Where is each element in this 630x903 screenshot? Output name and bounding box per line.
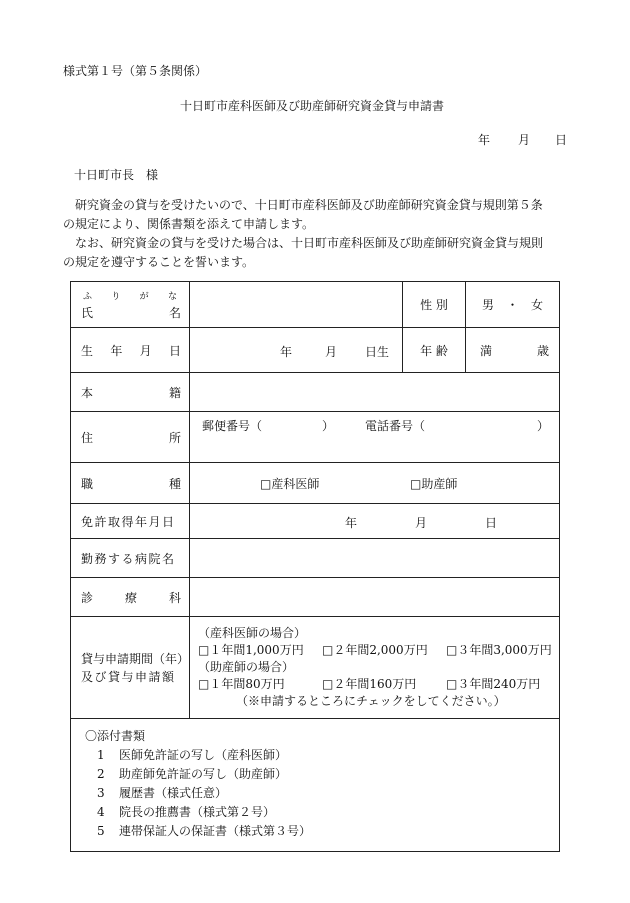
row-department bbox=[71, 578, 560, 617]
row-job bbox=[71, 463, 560, 504]
license-month: 月 bbox=[415, 516, 428, 530]
loan-ob-heading: （産科医師の場合） bbox=[198, 626, 307, 640]
job-option-midwife[interactable]: □助産師 bbox=[410, 477, 458, 491]
row-loan bbox=[71, 617, 560, 719]
list-item: 1 医師免許証の写し（産科医師） bbox=[97, 748, 288, 762]
loan-mw-2yr[interactable]: □２年間160万円 bbox=[322, 677, 417, 691]
date-year: 年 bbox=[478, 133, 491, 147]
loan-field bbox=[190, 617, 560, 719]
honseki-label-cell: 本 籍 bbox=[71, 373, 190, 412]
para2-line2: の規定を遵守することを誓います。 bbox=[63, 255, 255, 269]
dob-month: 月 bbox=[325, 345, 338, 359]
para1-line1: 研究資金の貸与を受けたいので、十日町市産科医師及び助産師研究資金貸与規則第５条 bbox=[75, 198, 543, 212]
job-label-cell: 職 種 bbox=[71, 463, 190, 504]
loan-label-line2: 及び貸与申請額 bbox=[81, 669, 176, 684]
list-item: 2 助産師免許証の写し（助産師） bbox=[97, 767, 288, 781]
job-option-obstetrician[interactable]: □産科医師 bbox=[260, 477, 320, 491]
age-suffix: 歳 bbox=[536, 343, 549, 358]
loan-mw-3yr[interactable]: □３年間240万円 bbox=[446, 677, 541, 691]
name-label-cell bbox=[71, 282, 190, 328]
paragraph-2 bbox=[63, 234, 573, 272]
loan-note: （※申請するところにチェックをしてください。） bbox=[236, 694, 506, 708]
furigana-label: ふ り が な bbox=[83, 291, 177, 302]
para1-line2: の規定により、関係書類を添えて申請します。 bbox=[63, 217, 315, 231]
loan-ob-3yr[interactable]: □３年間3,000万円 bbox=[446, 643, 552, 657]
sex-separator: ・ bbox=[506, 298, 519, 312]
postal-close: ） bbox=[322, 419, 335, 433]
hospital-field[interactable] bbox=[190, 539, 560, 578]
honseki-field[interactable] bbox=[190, 373, 560, 412]
addressee: 十日町市長 様 bbox=[74, 168, 159, 182]
application-form-table bbox=[70, 281, 560, 852]
date-month: 月 bbox=[518, 133, 531, 147]
dob-year: 年 bbox=[280, 345, 293, 359]
sex-male[interactable]: 男 bbox=[482, 298, 495, 312]
dob-day: 日生 bbox=[365, 345, 390, 359]
document-title: 十日町市産科医師及び助産師研究資金貸与申請書 bbox=[180, 99, 445, 113]
job-field bbox=[190, 463, 560, 504]
list-item: 3 履歴書（様式任意） bbox=[97, 786, 228, 800]
age-label: 年 齢 bbox=[403, 328, 466, 373]
row-license bbox=[71, 504, 560, 539]
name-label: 氏 名 bbox=[81, 305, 181, 320]
license-field[interactable] bbox=[190, 504, 560, 539]
hospital-label: 勤務する病院名 bbox=[71, 539, 190, 578]
loan-label-line1: 貸与申請期間（年） bbox=[81, 651, 190, 666]
postal-label: 郵便番号（ bbox=[202, 419, 263, 433]
row-dob bbox=[71, 328, 560, 373]
age-field[interactable] bbox=[466, 328, 560, 373]
address-label-cell: 住 所 bbox=[71, 412, 190, 463]
dob-field[interactable] bbox=[190, 328, 403, 373]
attachments-cell bbox=[71, 719, 560, 852]
loan-ob-2yr[interactable]: □２年間2,000万円 bbox=[322, 643, 428, 657]
address-field[interactable] bbox=[190, 412, 560, 463]
sex-label: 性 別 bbox=[403, 282, 466, 328]
row-address bbox=[71, 412, 560, 463]
department-label-cell: 診 療 科 bbox=[71, 578, 190, 617]
row-honseki bbox=[71, 373, 560, 412]
list-item: 5 連帯保証人の保証書（様式第３号） bbox=[97, 824, 312, 838]
name-field[interactable] bbox=[190, 282, 403, 328]
dob-label-cell: 生 年 月 日 bbox=[71, 328, 190, 373]
department-field[interactable] bbox=[190, 578, 560, 617]
license-day: 日 bbox=[485, 516, 498, 530]
sex-female[interactable]: 女 bbox=[530, 298, 543, 312]
row-attachments bbox=[71, 719, 560, 852]
para2-line1: なお、研究資金の貸与を受けた場合は、十日町市産科医師及び助産師研究資金貸与規則 bbox=[75, 236, 544, 250]
paragraph-1 bbox=[63, 196, 573, 234]
license-label: 免許取得年月日 bbox=[71, 504, 190, 539]
row-name bbox=[71, 282, 560, 328]
form-number: 様式第１号（第５条関係） bbox=[63, 64, 208, 78]
sex-field[interactable] bbox=[466, 282, 560, 328]
loan-mw-heading: （助産師の場合） bbox=[198, 660, 295, 674]
attachments-heading: 〇添付書類 bbox=[85, 729, 146, 743]
age-prefix: 満 bbox=[480, 343, 493, 358]
date-day: 日 bbox=[555, 133, 568, 147]
license-year: 年 bbox=[345, 516, 358, 530]
row-hospital bbox=[71, 539, 560, 578]
loan-mw-1yr[interactable]: □１年間80万円 bbox=[198, 677, 285, 691]
phone-close: ） bbox=[537, 419, 550, 433]
loan-label-cell bbox=[71, 617, 190, 719]
loan-ob-1yr[interactable]: □１年間1,000万円 bbox=[198, 643, 304, 657]
list-item: 4 院長の推薦書（様式第２号） bbox=[97, 805, 276, 819]
phone-label: 電話番号（ bbox=[365, 419, 426, 433]
